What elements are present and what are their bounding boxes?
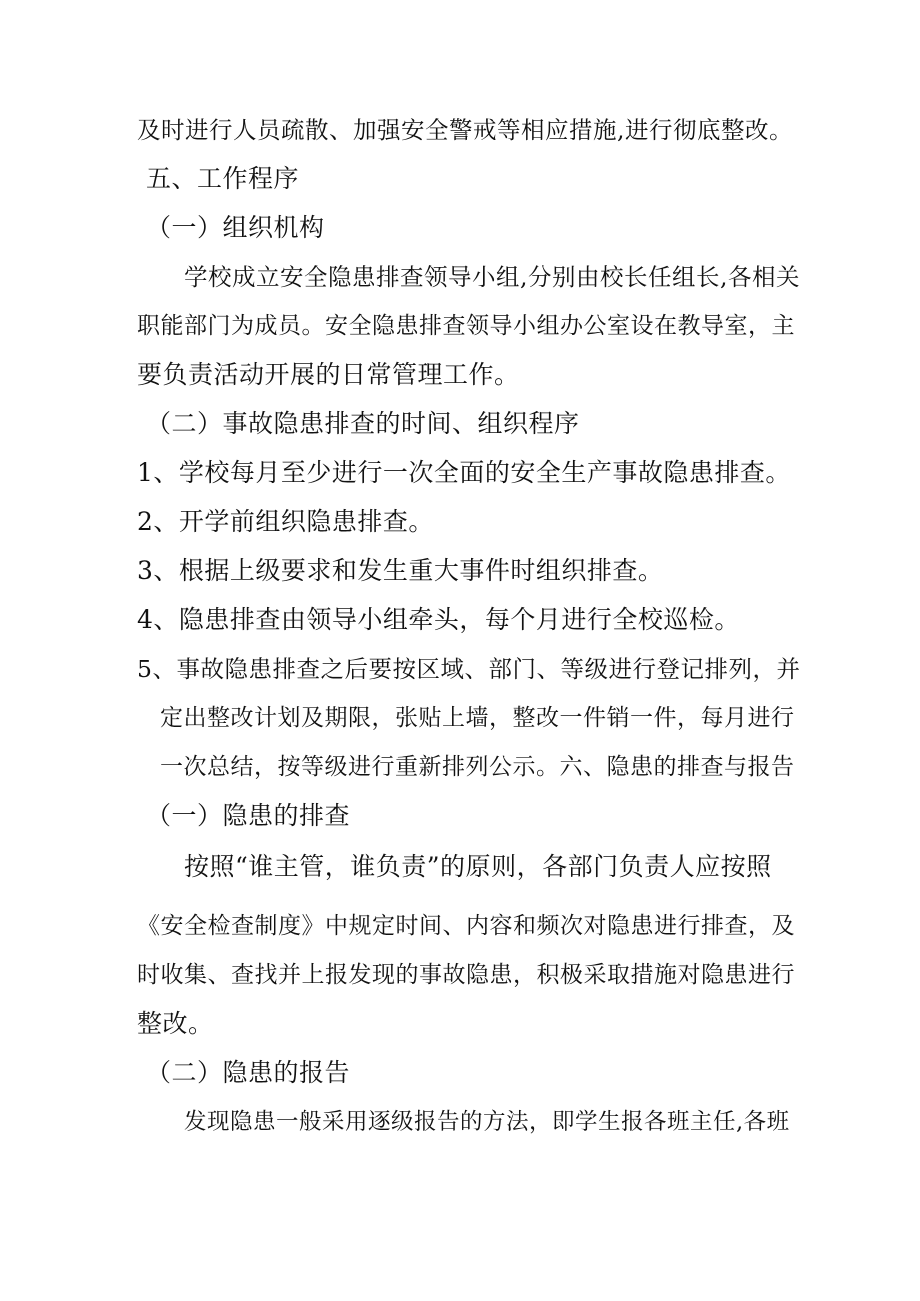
subsection-heading: （一）组织机构	[146, 213, 325, 242]
paragraph-line: 职能部门为成员。安全隐患排查领导小组办公室设在教导室，主	[137, 313, 795, 339]
list-item-continuation: 一次总结，按等级进行重新排列公示。六、隐患的排查与报告	[160, 754, 795, 780]
paragraph-line: 《安全检查制度》中规定时间、内容和频次对隐患进行排查，及	[137, 913, 795, 939]
paragraph-line: 要负责活动开展的日常管理工作。	[137, 360, 520, 389]
paragraph-line: 按照“谁主管，谁负责”的原则，各部门负责人应按照	[184, 852, 772, 881]
paragraph-line: 发现隐患一般采用逐级报告的方法，即学生报各班主任,各班	[184, 1109, 790, 1135]
section-heading: 五、工作程序	[146, 164, 300, 193]
subsection-heading: （二）隐患的报告	[146, 1058, 351, 1087]
subsection-heading: （二）事故隐患排查的时间、组织程序	[146, 409, 580, 438]
paragraph-line: 时收集、查找并上报发现的事故隐患，积极采取措施对隐患进行	[137, 962, 795, 988]
subsection-heading: （一）隐患的排查	[146, 801, 351, 830]
paragraph-line: 整改。	[137, 1009, 214, 1038]
list-item: 2、开学前组织隐患排查。	[137, 507, 434, 536]
paragraph-line: 及时进行人员疏散、加强安全警戒等相应措施,进行彻底整改。	[137, 116, 793, 144]
list-item: 3、根据上级要求和发生重大事件时组织排查。	[137, 556, 664, 585]
list-item: 1、学校每月至少进行一次全面的安全生产事故隐患排查。	[137, 458, 791, 487]
paragraph-line: 学校成立安全隐患排查领导小组,分别由校长任组长,各相关	[184, 263, 800, 291]
list-item-continuation: 定出整改计划及期限，张贴上墙，整改一件销一件，每月进行	[160, 705, 795, 731]
list-item: 4、隐患排查由领导小组牵头，每个月进行全校巡检。	[137, 605, 740, 634]
list-item: 5、事故隐患排查之后要按区域、部门、等级进行登记排列，并	[137, 655, 801, 683]
